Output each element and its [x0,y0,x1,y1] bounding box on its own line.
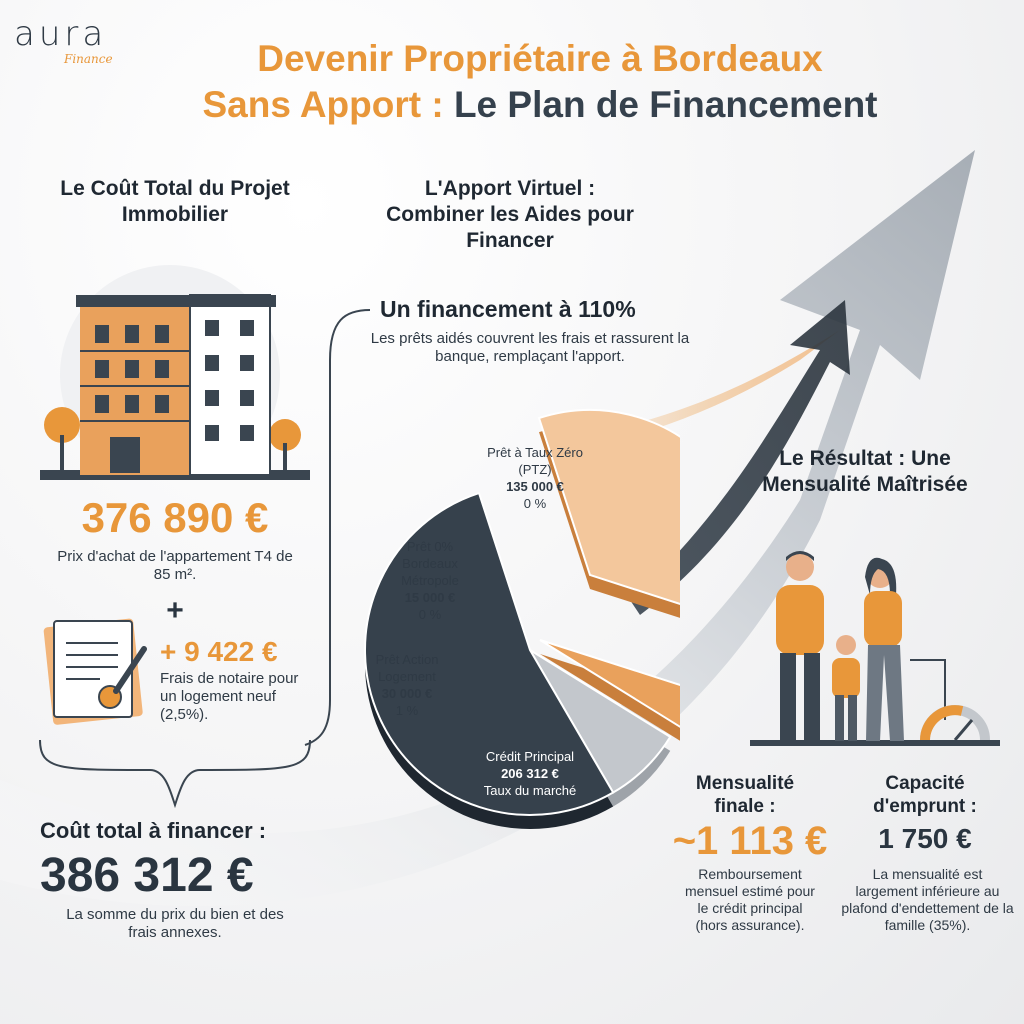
fees-description: Frais de notaire pour un logement neuf (2,5%). [160,670,299,723]
capacity-description: La mensualité est largement inférieure au plafond d'endettement de la famille (35%). [841,866,1014,933]
title-line-2-b: Le Plan de Financement [453,84,878,125]
logo-subtext: Finance [64,52,113,66]
pie-label-credit-amount: 206 312 € [501,766,559,781]
plus-sign: + [166,594,184,627]
title-line-1: Devenir Propriétaire à Bordeaux [257,38,823,79]
pie-label-bordeaux-amount: 15 000 € [404,590,456,605]
pie-label-bordeaux-rate: 0 % [418,607,442,622]
total-description: La somme du prix du bien et des frais annexes. [66,906,284,941]
price-description: Prix d'achat de l'appartement T4 de 85 m². [57,548,293,583]
pie-label-bordeaux [380,538,480,623]
middle-description: Les prêts aidés couvrent les frais et rassurent la banque, remplaçant l'apport. [370,330,690,365]
monthly-value: ~1 113 € [672,819,828,863]
left-heading: Le Coût Total du Projet Immobilier [60,177,290,226]
pie-label-action-logement-amount: 30 000 € [381,686,433,701]
title-line-2-a: Sans Apport : [202,84,444,125]
right-heading: Le Résultat : Une Mensualité Maîtrisée [762,447,968,496]
pie-label-ptz [480,444,590,512]
page-title [120,36,960,128]
pie-label-ptz-name: Prêt à Taux Zéro (PTZ) [487,445,583,477]
logo-wordmark: aura [14,14,108,54]
pie-label-action-logement-rate: 1 % [395,703,419,718]
pie-label-ptz-amount: 135 000 € [506,479,564,494]
capacity-value: 1 750 € [878,823,972,854]
total-label: Coût total à financer : [40,818,267,843]
pie-label-credit [455,748,605,799]
capacity-label: Capacité d'emprunt : [873,773,977,817]
building-illustration [40,265,310,480]
family-illustration [750,545,1000,750]
monthly-description: Remboursement mensuel estimé pour le crédit principal (hors assurance). [685,866,815,933]
pie-label-credit-rate: Taux du marché [483,783,577,798]
pie-label-action-logement-name: Prêt Action Logement [375,652,439,684]
pie-label-ptz-rate: 0 % [523,496,547,511]
document-icon [40,615,155,725]
total-value: 386 312 € [40,849,254,902]
price-value: 376 890 € [81,494,269,541]
pie-label-credit-name: Crédit Principal [485,749,575,764]
left-bracket [40,740,310,805]
pie-label-action-logement [352,651,462,719]
middle-heading: L'Apport Virtuel : Combiner les Aides pour Financer [386,177,634,252]
title-line-2 [120,82,960,128]
fees-value: + 9 422 € [160,636,278,667]
middle-subheading: Un financement à 110% [380,296,636,322]
monthly-label: Mensualité finale : [695,773,795,817]
pie-label-bordeaux-name: Prêt 0% Bordeaux Métropole [401,539,459,588]
